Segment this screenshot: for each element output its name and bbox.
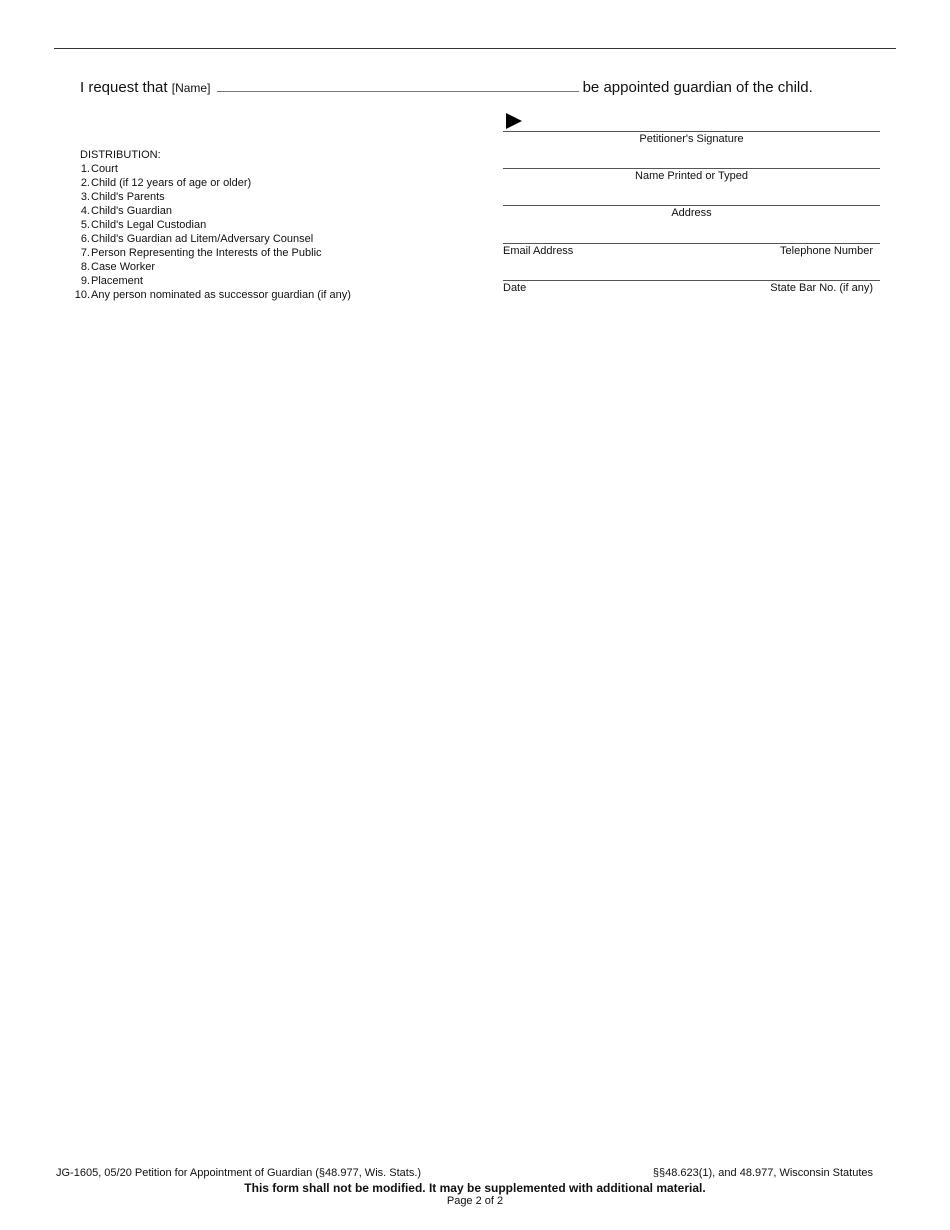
email-telephone-row[interactable] (503, 243, 880, 259)
list-item (66, 246, 351, 260)
item-text: Case Worker (91, 261, 155, 273)
guardian-name-field[interactable] (217, 77, 579, 92)
modification-notice: This form shall not be modified. It may be supplemented with additional material. (244, 1181, 706, 1195)
form-identifier: JG-1605, 05/20 Petition for Appointment of Guardian (§48.977, Wis. Stats.) (56, 1167, 422, 1179)
list-item (66, 274, 351, 288)
list-item (66, 232, 351, 246)
list-item (66, 260, 351, 274)
distribution-title: DISTRIBUTION: (80, 149, 161, 161)
date-bar-row[interactable] (503, 280, 880, 296)
signature-line (503, 131, 880, 132)
list-item (66, 190, 351, 204)
email-telephone-labels (503, 245, 880, 259)
email-label: Email Address (503, 245, 574, 257)
item-text: Child's Guardian (91, 205, 172, 217)
name-printed-field[interactable] (503, 168, 880, 184)
state-bar-label: State Bar No. (if any) (770, 282, 873, 294)
statute-reference: §§48.623(1), and 48.977, Wisconsin Statutes (652, 1167, 873, 1179)
item-text: Placement (91, 275, 143, 287)
item-number: 10. (74, 289, 90, 301)
item-text: Child's Parents (91, 191, 165, 203)
item-text: Child's Guardian ad Litem/Adversary Counsel (91, 233, 314, 245)
item-number: 3. (80, 191, 90, 203)
item-number: 6. (80, 233, 90, 245)
name-label: Name Printed or Typed (635, 170, 748, 182)
item-text: Child (if 12 years of age or older) (91, 177, 252, 189)
request-suffix: be appointed guardian of the child. (582, 79, 813, 96)
name-line (503, 168, 880, 169)
page-number: Page 2 of 2 (446, 1195, 504, 1207)
address-label: Address (671, 207, 712, 219)
list-item (66, 204, 351, 218)
item-number: 1. (80, 163, 90, 175)
item-text: Court (91, 163, 118, 175)
email-telephone-line (503, 243, 880, 244)
sign-here-arrow-icon (506, 113, 522, 129)
item-text: Person Representing the Interests of the Public (91, 247, 322, 259)
distribution-list (66, 148, 351, 302)
date-bar-line (503, 280, 880, 281)
guardian-request-statement (80, 77, 813, 96)
list-item (66, 288, 351, 302)
address-line (503, 205, 880, 206)
list-item (66, 162, 351, 176)
signature-label: Petitioner's Signature (639, 133, 744, 145)
item-number: 8. (80, 261, 90, 273)
date-label: Date (503, 282, 527, 294)
top-rule (54, 48, 896, 49)
item-number: 4. (80, 205, 90, 217)
item-number: 7. (80, 247, 90, 259)
item-text: Child's Legal Custodian (91, 219, 207, 231)
item-text: Any person nominated as successor guardian (if any) (91, 289, 351, 301)
item-number: 5. (80, 219, 90, 231)
list-item (66, 218, 351, 232)
name-placeholder-label: [Name] (171, 81, 211, 95)
date-bar-labels (503, 282, 880, 296)
request-prefix: I request that (80, 79, 168, 96)
item-number: 9. (80, 275, 90, 287)
telephone-label: Telephone Number (780, 245, 873, 257)
petitioner-signature-field[interactable] (503, 131, 880, 147)
item-number: 2. (80, 177, 90, 189)
address-field[interactable] (503, 205, 880, 221)
list-item (66, 176, 351, 190)
